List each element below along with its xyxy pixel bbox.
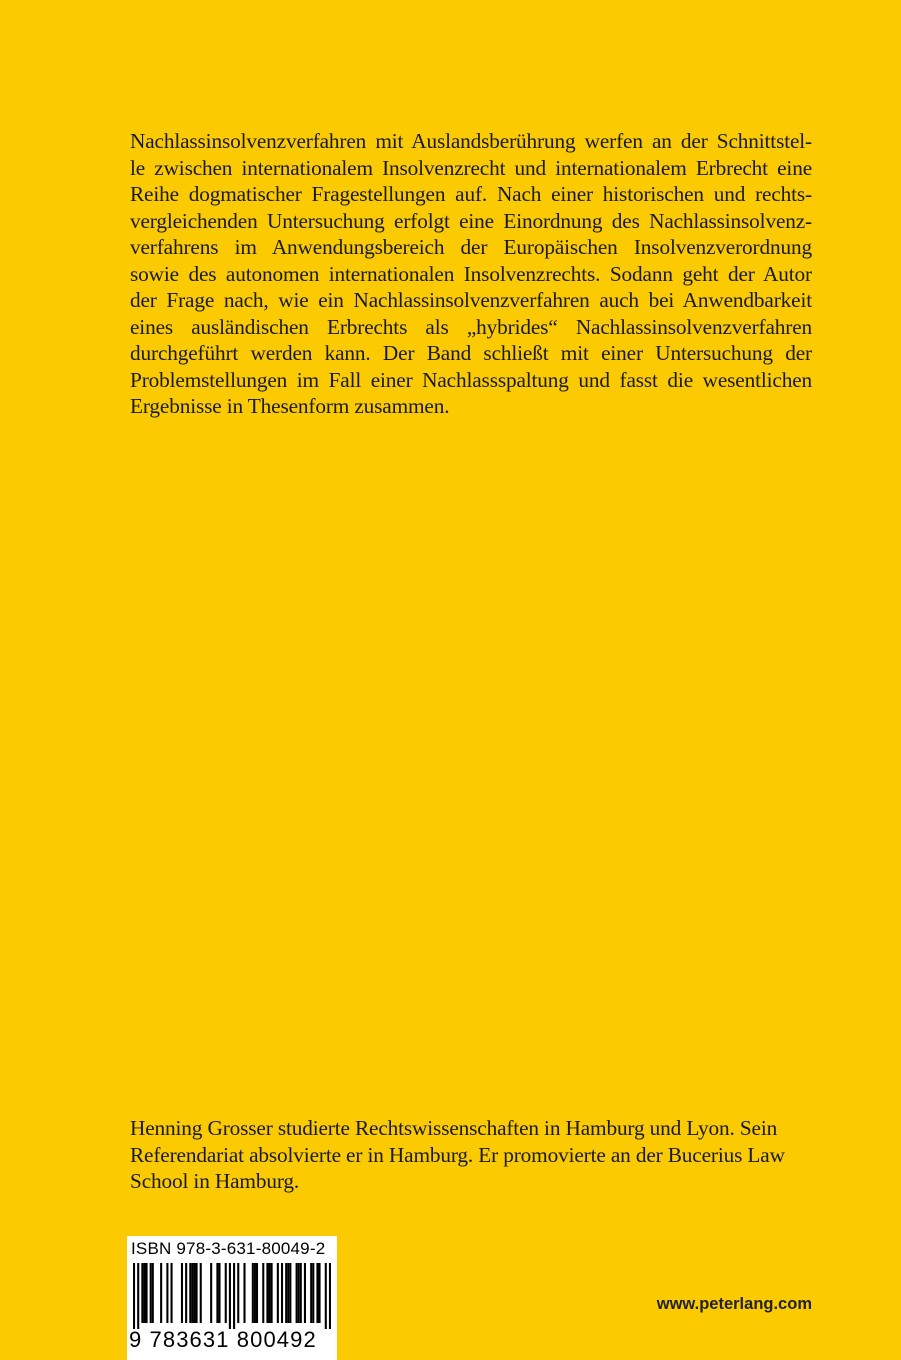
barcode-bar <box>171 1263 173 1323</box>
barcode-bar <box>237 1263 239 1323</box>
barcode-bar <box>193 1263 195 1323</box>
blurb-line: Problemstellungen im Fall einer Nachlassspaltung und fasst die wesentlichen <box>130 367 812 392</box>
blurb-line: verfahrens im Anwendungsbereich der Europäischen Insolvenzverordnung <box>130 235 812 259</box>
barcode-bar <box>218 1263 220 1323</box>
barcode-bar <box>216 1263 218 1323</box>
barcode-bar <box>268 1263 270 1323</box>
barcode-bar <box>189 1263 191 1323</box>
barcode-bar <box>296 1263 298 1323</box>
blurb-line: Nachlassinsolvenzverfahren mit Auslandsberührung werfen an der Schnittstel- <box>130 129 812 153</box>
barcode-bar <box>166 1263 168 1323</box>
barcode-bar <box>200 1263 202 1323</box>
barcode-bars <box>133 1263 331 1329</box>
blurb-line: vergleichenden Untersuchung erfolgt eine Einordnung des Nachlassinsolvenz- <box>130 208 812 233</box>
barcode-bar <box>150 1263 152 1323</box>
barcode-bar <box>225 1263 227 1323</box>
barcode-bar <box>289 1263 291 1323</box>
barcode-bar <box>146 1263 148 1323</box>
barcode-bar <box>252 1263 254 1323</box>
barcode-bar <box>318 1263 320 1323</box>
barcode-bar <box>262 1263 264 1323</box>
barcode-bar <box>271 1263 273 1323</box>
barcode-bar <box>300 1263 302 1323</box>
barcode-bar <box>233 1263 235 1329</box>
blurb-text <box>130 128 812 420</box>
barcode-bar <box>277 1263 279 1323</box>
barcode-bar <box>312 1263 314 1323</box>
barcode-bar <box>152 1263 154 1323</box>
isbn-label: ISBN 978-3-631-80049-2 <box>131 1239 326 1258</box>
barcode-bar <box>133 1263 135 1329</box>
barcode-bar <box>210 1263 212 1323</box>
blurb-line: sowie des autonomen internationalen Insolvenzrechts. Sodann geht der Autor <box>130 261 812 286</box>
blurb-line: Ergebnisse in Thesenform zusammen. <box>130 394 450 418</box>
barcode-bar <box>141 1263 143 1323</box>
publisher-website: www.peterlang.com <box>656 1295 812 1313</box>
isbn-barcode <box>127 1236 337 1360</box>
blurb-line: Reihe dogmatischer Fragestellungen auf. Nach einer historischen und rechts- <box>130 182 812 206</box>
blurb-line: der Frage nach, wie ein Nachlassinsolvenzverfahren auch bei Anwendbarkeit <box>130 288 812 312</box>
barcode-bar <box>160 1263 162 1323</box>
barcode-bar <box>325 1263 327 1329</box>
barcode-bar <box>310 1263 312 1323</box>
barcode-bar <box>181 1263 183 1323</box>
barcode-bar <box>143 1263 145 1323</box>
barcode-bar <box>256 1263 258 1323</box>
barcode-bar <box>298 1263 300 1323</box>
blurb-line: le zwischen internationalem Insolvenzrecht und internationalem Erbrecht eine <box>130 155 812 180</box>
barcode-bar <box>254 1263 256 1323</box>
barcode-bar <box>266 1263 268 1323</box>
blurb-line: durchgeführt werden kann. Der Band schließt mit einer Untersuchung der <box>130 341 812 365</box>
barcode-bar <box>137 1263 139 1329</box>
barcode-bar <box>243 1263 245 1323</box>
barcode-bar <box>229 1263 231 1329</box>
barcode-bar <box>304 1263 306 1323</box>
barcode-bar <box>185 1263 187 1323</box>
barcode-bar <box>287 1263 289 1323</box>
ean-digits: 9 783631 800492 <box>129 1327 317 1352</box>
author-bio-line: Henning Grosser studierte Rechtswissenschaften in Hamburg und Lyon. Sein <box>130 1116 778 1140</box>
barcode-bar <box>196 1263 198 1323</box>
barcode-bar <box>191 1263 193 1323</box>
author-bio-line: Referendariat absolvierte er in Hamburg. Er promovierte an der Bucerius Law <box>130 1142 785 1167</box>
blurb-line: eines ausländischen Erbrechts als „hybrides“ Nachlassinsolvenzverfahren <box>130 314 812 339</box>
author-bio <box>130 1115 812 1195</box>
barcode-bar <box>281 1263 283 1323</box>
barcode-bar <box>329 1263 331 1329</box>
barcode-bar <box>285 1263 287 1323</box>
barcode-bar <box>316 1263 318 1323</box>
author-bio-line: School in Hamburg. <box>130 1169 300 1193</box>
